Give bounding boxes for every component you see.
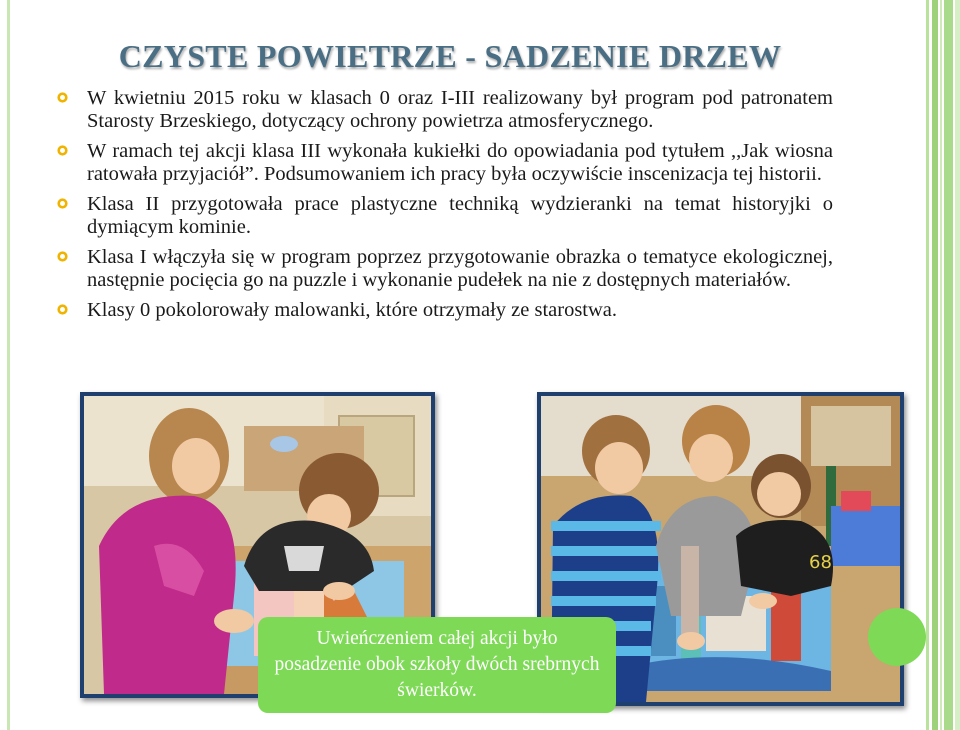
caption-text: Uwieńczeniem całej akcji było posadzenie obok szkoły dwóch srebrnych świerków. [274,628,600,701]
bullet-icon [57,198,68,209]
bullet-text: W kwietniu 2015 roku w klasach 0 oraz I-III realizowany był program pod patronatem Starosty Brzeskiego, dotyczący ochrony powietrza atmosferycznego. [87,87,833,132]
left-decorative-rule [7,0,10,730]
caption-box [258,617,616,713]
bullet-item [57,140,833,186]
slide-title: CZYSTE POWIETRZE - SADZENIE DRZEW [118,38,782,74]
bullet-item [57,193,833,239]
bullet-text: W ramach tej akcji klasa III wykonała kukiełki do opowiadania pod tytułem ,,Jak wiosna ratowała przyjaciół”. Podsumowaniem ich pracy była oczywiście inscenizacja tej historii. [87,140,833,185]
bullet-list [57,87,833,329]
bullet-item [57,299,833,322]
bullet-icon [57,251,68,262]
bullet-text: Klasa I włączyła się w program poprzez przygotowanie obrazka o tematyce ekologicznej, następnie pocięcia go na puzzle i wykonanie pudełek na nie z dostępnych materiałów. [87,246,833,291]
bullet-item [57,87,833,133]
bullet-text: Klasy 0 pokolorowały malowanki, które otrzymały ze starostwa. [87,299,618,321]
svg-text:68: 68 [809,552,832,573]
bullet-icon [57,145,68,156]
decorative-green-circle [868,608,926,666]
bullet-text: Klasa II przygotowała prace plastyczne techniką wydzieranki na temat historyjki o dymiącym kominie. [87,193,833,238]
bullet-icon [57,92,68,103]
bullet-icon [57,304,68,315]
right-decorative-stripes [926,0,960,730]
bullet-item [57,246,833,292]
